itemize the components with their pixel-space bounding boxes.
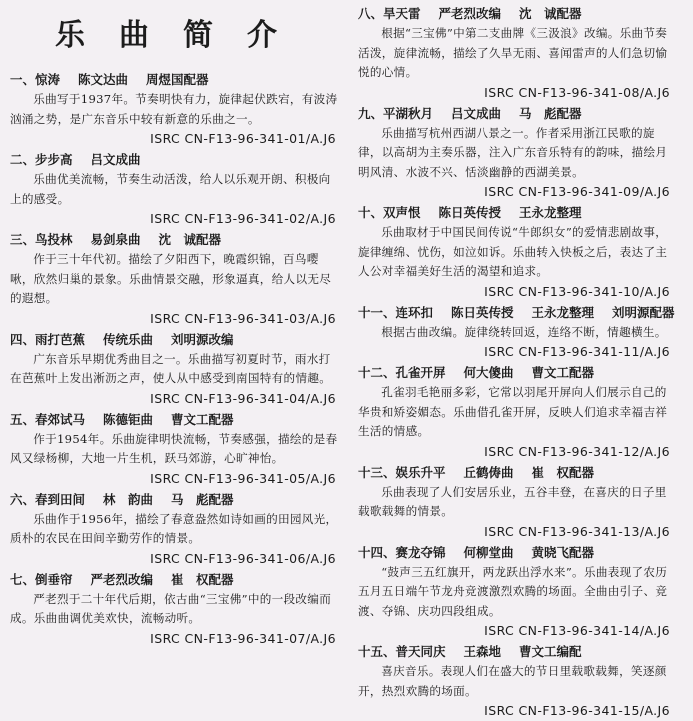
track-credit: 马 彪配器 [519, 105, 582, 121]
track-heading [10, 570, 342, 590]
isrc-code: ISRC CN-F13-96-341-08/A.J6 [484, 84, 670, 100]
track-credit: 吕文成曲 [451, 105, 502, 121]
track-credit: 陈文达曲 [78, 72, 129, 87]
track-entry [348, 303, 680, 363]
track-entry [0, 410, 346, 489]
isrc-code: ISRC CN-F13-96-341-10/A.J6 [484, 283, 670, 299]
track-description: 孔雀羽毛艳丽多彩，它常以羽尾开屏向人们展示自己的华贵和矫姿媚态。乐曲借孔雀开屏，反映人们追求幸福吉祥生活的情感。 [358, 385, 668, 438]
track-heading [358, 203, 676, 223]
track-heading [10, 150, 342, 170]
track-list-right [348, 4, 680, 721]
track-credit: 沈 诚配器 [519, 6, 582, 21]
track-heading [358, 4, 676, 24]
track-title: 九、平湖秋月 [358, 105, 434, 121]
track-title: 七、倒垂帘 [10, 571, 73, 587]
track-credit: 刘明源配器 [612, 304, 675, 320]
track-entry [348, 543, 680, 642]
track-description: 广东音乐早期优秀曲目之一。乐曲描写初夏时节，雨水打在芭蕉叶上发出淅沥之声，使人从中感受到南国特有的情趣。 [10, 351, 332, 385]
isrc-code: ISRC CN-F13-96-341-14/A.J6 [484, 623, 670, 638]
track-credit: 陈德钜曲 [103, 411, 154, 427]
track-title: 十、双声恨 [358, 205, 421, 220]
track-heading [358, 303, 676, 323]
track-credit: 陈日英传授 [451, 304, 514, 320]
track-title: 八、旱天雷 [358, 6, 421, 21]
track-entry [0, 330, 346, 409]
track-description: 喜庆音乐。表现人们在盛大的节日里载歌载舞，笑逐颜开，热烈欢腾的场面。 [358, 664, 667, 698]
track-entry [0, 570, 346, 649]
track-title: 十三、娱乐升平 [358, 464, 446, 480]
right-column [348, 0, 680, 718]
track-entry [348, 203, 680, 302]
track-credit: 曹文工配器 [171, 411, 234, 427]
track-title: 二、步步高 [10, 152, 73, 167]
isrc-code: ISRC CN-F13-96-341-07/A.J6 [150, 630, 336, 646]
isrc-code: ISRC CN-F13-96-341-05/A.J6 [150, 470, 336, 486]
track-description: 乐曲作于1956年，描绘了春意盎然如诗如画的田园风光，质朴的农民在田间辛勤劳作的情景。 [10, 511, 338, 545]
left-column [0, 0, 346, 655]
track-credit: 陈日英传授 [438, 205, 502, 220]
track-credit: 崔 权配器 [171, 571, 234, 587]
track-entry [348, 463, 680, 542]
track-heading [10, 230, 342, 250]
track-credit: 黄晓飞配器 [531, 544, 595, 560]
track-heading [358, 543, 676, 563]
track-description: 严老烈于二十年代后期，依古曲“三宝佛”中的一段改编而成。乐曲曲调优美欢快，流畅动听。 [10, 591, 332, 625]
isrc-code: ISRC CN-F13-96-341-03/A.J6 [150, 310, 336, 326]
track-heading [10, 330, 342, 350]
track-title: 十一、连环扣 [358, 304, 434, 320]
track-description: 乐曲表现了人们安居乐业，五谷丰登，在喜庆的日子里载歌载舞的情景。 [358, 484, 667, 518]
track-credit: 王永龙整理 [519, 205, 582, 220]
track-description: 乐曲优美流畅，节奏生动活泼，给人以乐观开朗、积极向上的感受。 [10, 172, 331, 206]
track-heading [358, 642, 676, 662]
track-credit: 周煜国配器 [146, 72, 209, 87]
track-entry [0, 150, 346, 229]
track-credit: 何大傻曲 [463, 365, 514, 380]
isrc-code: ISRC CN-F13-96-341-01/A.J6 [150, 131, 336, 146]
track-title: 四、雨打芭蕉 [10, 331, 86, 347]
track-description: “鼓声三五红旗开，两龙跃出浮水来”。乐曲表现了农历五月五日端午节龙舟竞渡激烈欢腾的场面。全曲由引子、竞渡、夺锦、庆功四段组成。 [358, 564, 668, 618]
page-title: 乐曲简介 [55, 18, 311, 53]
track-entry [348, 363, 680, 462]
track-credit: 王永龙整理 [531, 304, 595, 320]
track-description: 作于1954年。乐曲旋律明快流畅，节奏感强，描绘的是春风又绿杨柳，大地一片生机，跃马郊游，心旷神怡。 [10, 431, 338, 465]
track-title: 三、鸟投林 [10, 232, 73, 247]
track-credit: 曹文工编配 [519, 644, 582, 659]
track-title: 六、春到田间 [10, 491, 86, 507]
isrc-code: ISRC CN-F13-96-341-02/A.J6 [150, 211, 336, 226]
track-credit: 传统乐曲 [103, 331, 154, 347]
isrc-code: ISRC CN-F13-96-341-15/A.J6 [484, 703, 670, 718]
track-heading [358, 363, 676, 383]
track-description: 根据“三宝佛”中第二支曲牌《三汲浪》改编。乐曲节奏活泼，旋律流畅，描绘了久旱无雨、喜闻雷声的人们急切愉悦的心情。 [358, 26, 668, 79]
track-title: 十二、孔雀开屏 [358, 365, 446, 380]
track-heading [10, 70, 342, 90]
track-heading [358, 104, 676, 124]
track-heading [358, 463, 676, 483]
track-entry [348, 642, 680, 721]
track-credit: 丘鹤俦曲 [463, 464, 514, 480]
track-description: 根据古曲改编。旋律绕转回返，连络不断，情趣横生。 [381, 324, 667, 339]
track-credit: 曹文工配器 [531, 365, 595, 380]
track-credit: 刘明源改编 [171, 331, 234, 347]
track-heading [10, 410, 342, 430]
track-heading [10, 490, 342, 510]
track-entry [348, 104, 680, 203]
isrc-code: ISRC CN-F13-96-341-12/A.J6 [484, 443, 670, 459]
track-entry [0, 230, 346, 329]
track-credit: 严老烈改编 [90, 571, 154, 587]
track-description: 乐曲取材于中国民间传说“牛郎织女”的爱情悲剧故事，旋律缠绵、忧伤，如泣如诉。乐曲转入快板之后，表达了主人公对幸福美好生活的渴望和追求。 [358, 225, 668, 278]
track-credit: 严老烈改编 [438, 6, 502, 21]
track-title: 一、惊涛 [10, 72, 61, 87]
track-description: 作于三十年代初。描绘了夕阳西下，晚霞织锦，百鸟嘤啾，欣然归巢的景象。乐曲情景交融，形象逼真，给人以无尽的遐想。 [10, 252, 332, 305]
isrc-code: ISRC CN-F13-96-341-06/A.J6 [150, 550, 336, 566]
track-description: 乐曲描写杭州西湖八景之一。作者采用浙江民歌的旋律，以高胡为主奏乐器，注入广东音乐特有的韵味，描绘月明风清、水波不兴、恬淡幽静的西湖美景。 [358, 125, 668, 179]
track-entry [348, 4, 680, 103]
track-description: 乐曲写于1937年。节奏明快有力，旋律起伏跌宕，有波涛汹涌之势，是广东音乐中较有新意的乐曲之一。 [10, 92, 338, 126]
track-credit: 马 彪配器 [171, 491, 234, 507]
isrc-code: ISRC CN-F13-96-341-09/A.J6 [484, 184, 670, 199]
track-entry [0, 490, 346, 569]
track-credit: 沈 诚配器 [158, 232, 222, 247]
track-entry [0, 70, 346, 149]
track-credit: 易剑泉曲 [90, 232, 141, 247]
track-credit: 崔 权配器 [531, 464, 595, 480]
track-title: 十四、赛龙夺锦 [358, 544, 446, 560]
track-list-left [0, 70, 346, 649]
isrc-code: ISRC CN-F13-96-341-04/A.J6 [150, 390, 336, 406]
track-title: 五、春郊试马 [10, 411, 86, 427]
track-credit: 吕文成曲 [90, 152, 141, 167]
track-credit: 林 韵曲 [103, 491, 154, 507]
track-credit: 王森地 [463, 644, 502, 659]
track-credit: 何柳堂曲 [463, 544, 514, 560]
isrc-code: ISRC CN-F13-96-341-13/A.J6 [484, 523, 670, 539]
isrc-code: ISRC CN-F13-96-341-11/A.J6 [484, 344, 670, 359]
track-title: 十五、普天同庆 [358, 644, 446, 659]
